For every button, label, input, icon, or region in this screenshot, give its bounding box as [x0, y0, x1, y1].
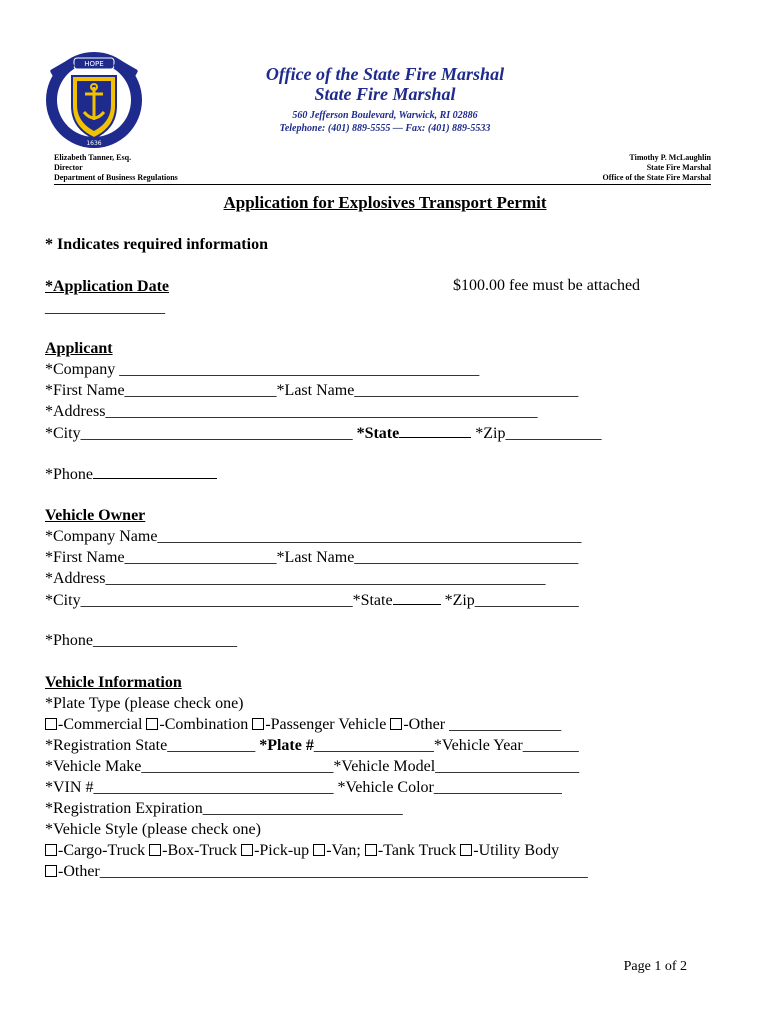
applicant-phone-label: *Phone [45, 466, 93, 483]
owner-city-field[interactable]: *City__________________________________ [45, 592, 353, 609]
director-dept: Department of Business Regulations [54, 173, 178, 182]
form-title: Application for Explosives Transport Permit [223, 193, 547, 212]
owner-name-field[interactable]: *First Name___________________*Last Name____________________________ [45, 549, 579, 566]
pick-up-label: -Pick-up [254, 842, 310, 859]
application-date-label[interactable]: *Application Date [45, 278, 169, 295]
tank-truck-label: -Tank Truck [377, 842, 457, 859]
marshal-dept: Office of the State Fire Marshal [602, 173, 711, 182]
other-plate-checkbox[interactable] [390, 718, 402, 730]
applicant-phone-field[interactable] [93, 464, 217, 479]
seal-bottom-text: 1636 [86, 140, 102, 147]
registration-expiration-field[interactable]: *Registration Expiration_________________________ [45, 800, 403, 817]
utility-body-label: -Utility Body [473, 842, 560, 859]
owner-company-field[interactable]: *Company Name_____________________________________________________ [45, 528, 582, 545]
other-style-field[interactable]: -Other_____________________________________________________________ [58, 863, 588, 880]
page-number: Page 1 of 2 [623, 959, 687, 974]
office-phone: Telephone: (401) 889-5555 — Fax: (401) 889-5533 [279, 123, 491, 134]
office-subtitle: State Fire Marshal [314, 84, 456, 104]
pick-up-checkbox[interactable] [241, 844, 253, 856]
applicant-state-field[interactable] [399, 423, 471, 438]
office-title: Office of the State Fire Marshal [265, 64, 505, 84]
signatory-left [54, 153, 178, 183]
vehicle-info-heading: Vehicle Information [45, 674, 182, 691]
applicant-company-field[interactable]: *Company _____________________________________________ [45, 361, 480, 378]
plate-type-options [45, 715, 561, 735]
applicant-phone-row [45, 464, 217, 485]
combination-checkbox[interactable] [146, 718, 158, 730]
plate-type-label: *Plate Type (please check one) [45, 695, 244, 712]
commercial-checkbox[interactable] [45, 718, 57, 730]
owner-zip-field[interactable]: *Zip_____________ [440, 592, 579, 609]
cargo-truck-label: -Cargo-Truck [58, 842, 146, 859]
vehicle-make-model-field[interactable]: *Vehicle Make________________________*Vehicle Model__________________ [45, 758, 580, 775]
application-date-field[interactable]: _______________ [45, 299, 165, 316]
van-label: -Van; [326, 842, 361, 859]
combination-option-label: -Combination [159, 716, 249, 733]
owner-city-row [45, 590, 579, 611]
marshal-name: Timothy P. McLaughlin [629, 153, 711, 162]
owner-state-label: *State [352, 592, 393, 609]
state-seal-logo [44, 50, 144, 150]
vehicle-style-options [45, 841, 559, 861]
signatory-right [603, 153, 711, 183]
cargo-truck-checkbox[interactable] [45, 844, 57, 856]
other-plate-option-label[interactable]: -Other ______________ [403, 716, 562, 733]
passenger-vehicle-option-label: -Passenger Vehicle [265, 716, 387, 733]
plate-number-field[interactable]: _______________ [313, 737, 434, 754]
header-divider [54, 184, 711, 185]
registration-row [45, 736, 579, 756]
commercial-option-label: -Commercial [58, 716, 143, 733]
plate-number-label: *Plate # [259, 737, 314, 754]
director-title: Director [54, 163, 83, 172]
applicant-state-label: *State [356, 425, 400, 442]
box-truck-checkbox[interactable] [149, 844, 161, 856]
applicant-city-field[interactable]: *City__________________________________ [45, 425, 357, 442]
marshal-title: State Fire Marshal [646, 163, 711, 172]
vehicle-owner-heading: Vehicle Owner [45, 507, 146, 524]
van-checkbox[interactable] [313, 844, 325, 856]
utility-body-checkbox[interactable] [460, 844, 472, 856]
owner-phone-field[interactable]: *Phone__________________ [45, 632, 237, 649]
applicant-zip-field[interactable]: *Zip____________ [471, 425, 602, 442]
applicant-name-field[interactable]: *First Name___________________*Last Name____________________________ [45, 382, 579, 399]
applicant-city-row [45, 423, 601, 444]
other-style-row [45, 862, 588, 882]
owner-address-field[interactable]: *Address_______________________________________________________ [45, 570, 546, 587]
vin-color-field[interactable]: *VIN #______________________________ *Vehicle Color________________ [45, 779, 562, 796]
vehicle-year-field[interactable]: *Vehicle Year_______ [433, 737, 579, 754]
applicant-address-field[interactable]: *Address______________________________________________________ [45, 403, 538, 420]
tank-truck-checkbox[interactable] [365, 844, 377, 856]
seal-top-text: HOPE [84, 60, 104, 68]
passenger-vehicle-checkbox[interactable] [252, 718, 264, 730]
vehicle-style-label: *Vehicle Style (please check one) [45, 821, 261, 838]
required-note: * Indicates required information [45, 236, 268, 253]
other-style-checkbox[interactable] [45, 865, 57, 877]
registration-state-field[interactable]: *Registration State___________ [45, 737, 260, 754]
box-truck-label: -Box-Truck [162, 842, 238, 859]
applicant-heading: Applicant [45, 340, 113, 357]
fee-note: $100.00 fee must be attached [453, 277, 641, 294]
director-name: Elizabeth Tanner, Esq. [54, 153, 132, 162]
office-address: 560 Jefferson Boulevard, Warwick, RI 02886 [292, 110, 478, 121]
owner-state-field[interactable] [393, 590, 441, 605]
